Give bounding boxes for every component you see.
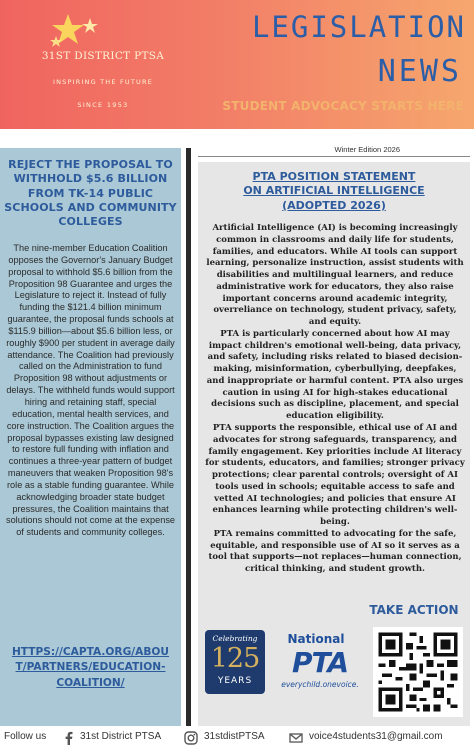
- badge-celebrating: Celebrating: [212, 634, 258, 643]
- ai-paragraph-4: PTA remains committed to advocating for the safe, equitable, and responsible use of AI so it serves as a tool that supports—not replaces—human connection, critical thinking, and student growth.: [208, 528, 462, 575]
- national-pta-logo: [272, 632, 368, 694]
- anniversary-badge: [205, 630, 265, 694]
- ai-headline-line2: ON ARTIFICIAL INTELLIGENCE: [243, 184, 425, 198]
- newsletter-title-line1: LEGISLATION: [251, 10, 466, 44]
- logo-name: 31ST DISTRICT PTSA: [41, 50, 165, 62]
- ai-paragraph-1: Artificial Intelligence (AI) is becoming increasingly common in classrooms and daily life for students, families, and educators. While AI tools can support learning, personalize instruction, assist students with disabilities and multilingual learners, and reduce administrative work for educators, they also raise important concerns around academic integrity, overreliance on technology, student privacy, safety, and equity.: [206, 223, 464, 328]
- national-pta-name: PTA: [291, 646, 349, 679]
- budget-article: [0, 148, 181, 726]
- coalition-link-line3: COALITION/: [56, 676, 125, 689]
- column-divider: [186, 148, 191, 726]
- budget-headline: REJECT THE PROPOSAL TO WITHHOLD $5.6 BILLION FROM TK-14 PUBLIC SCHOOLS AND COMMUNITY COLLEGES: [4, 158, 177, 229]
- masthead-banner: [0, 0, 474, 129]
- ai-body: [204, 223, 466, 576]
- instagram-handle[interactable]: 31stdistPTSA: [204, 731, 265, 742]
- coalition-link-line1: HTTPS://CAPTA.ORG/ABOU: [11, 646, 170, 658]
- take-action-heading: TAKE ACTION: [369, 603, 459, 617]
- facebook-handle[interactable]: 31st District PTSA: [80, 731, 162, 742]
- stars-icon: [46, 12, 106, 52]
- ai-paragraph-2: PTA is particularly concerned about how AI may impact children's emotional well-being, data privacy, and safety, including risks related to biased decision-making, misinformation, cyberbullying, deepfakes, and inappropriate or harmful content. PTA also urges caution in using AI for high-stakes educational decisions such as discipline, placement, and special education eligibility.: [206, 328, 464, 422]
- email-address[interactable]: voice4students31@gmail.com: [309, 731, 443, 742]
- edition-rule: [198, 156, 470, 157]
- badge-number: 125: [210, 643, 260, 674]
- newsletter-subtitle: STUDENT ADVOCACY STARTS HERE: [222, 99, 464, 113]
- take-action-qr-code[interactable]: [373, 627, 463, 717]
- badge-years: YEARS: [217, 676, 253, 686]
- logo-since: SINCE 1953: [77, 101, 129, 109]
- logo-tagline: INSPIRING THE FUTURE: [52, 78, 154, 86]
- ai-headline-line3: (ADOPTED 2026): [282, 198, 386, 212]
- national-pta-top: National: [287, 632, 345, 646]
- coalition-link-line2: T/PARTNERS/EDUCATION-: [15, 661, 166, 674]
- budget-body: The nine-member Education Coalition opposes the Governor's January Budget proposal to withhold $5.6 billion from the Proposition 98 Guarantee and urges the Legislature to reject it. Instead of fully funding the $121.4 billion minimum guarantee, the proposal funds schools at $115.9 billion—about $5.6 billion less, or roughly $900 per student in average daily attendance. The Coalition had previously called on the Administration to fund Proposition 98 without adjustments or delays. The withheld funds would support hiring and retaining staff, special education, mental health services, and core instruction. The Coalition argues the proposal bypasses existing law designed to restore full funding with inflation and continues a three-year pattern of budget maneuvers that weaken Proposition 98's role as a stable funding guarantee. While acknowledging broader state budget pressures, the Coalition maintains that solutions should not come at the expense of students and community colleges.: [5, 243, 176, 538]
- follow-label: Follow us: [4, 731, 47, 742]
- ai-headline-line1: PTA POSITION STATEMENT: [252, 170, 416, 183]
- instagram-icon[interactable]: [184, 731, 198, 745]
- ai-position-article: [198, 162, 470, 726]
- facebook-icon[interactable]: [62, 731, 76, 745]
- ai-headline: [198, 170, 470, 213]
- ai-paragraph-3: PTA supports the responsible, ethical use of AI and advocates for strong safeguards, transparency, and family engagement. Key priorities include AI literacy for students, educators, and families; stronger privacy protections; clear parental controls; oversight of AI tools used in schools; equitable access to safe and vetted AI technologies; and policies that ensure AI enhances learning while protecting children's well-being.: [205, 423, 465, 528]
- national-pta-tagline: everychild.onevoice.: [281, 680, 359, 689]
- email-icon[interactable]: [289, 731, 303, 745]
- edition-label: Winter Edition 2026: [334, 145, 400, 154]
- coalition-link[interactable]: [4, 645, 177, 691]
- district-logo: [28, 8, 178, 120]
- footer: [0, 726, 474, 751]
- newsletter-title-line2: NEWS: [377, 54, 462, 89]
